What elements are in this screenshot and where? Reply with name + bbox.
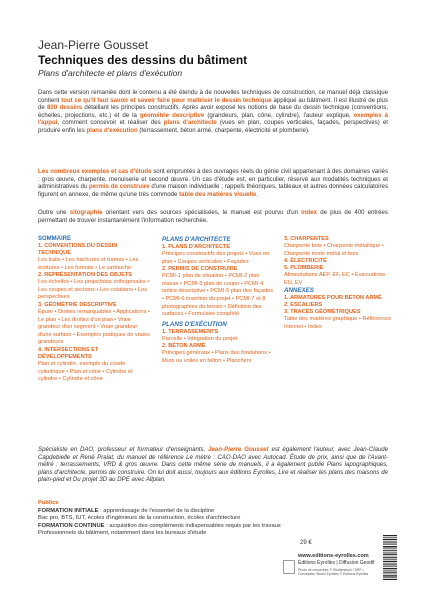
intro-paragraph-2: Les nombreux exemples et cas d'étude sont empruntés à des ouvrages réels du génie civil appartenant à des domaines variés : gros œuvre, charpente, menuiserie et second œuvre. Un cas d'étude est, en particulier, réservé aux modalités techniques et administratives du permis de construire d'une maison individuelle ; rappels théoriques, tableaux et autres données calculatoires figurent en annexe, de même qu'une très commode table des matières visuelle. xyxy=(38,168,388,198)
intro-paragraph-1: Dans cette version remaniée dont le contenu a été étendu à de nouvelles techniques de construction, ce manuel déjà classique contient tout ce qu'il faut savoir et savoir faire pour maîtriser le dessin technique appliqué au bâtiment. Il est illustré de plus de 800 dessins détaillant les principes constructifs. Après avoir exposé les notions de base du dessin technique (conventions, échelles, projections, etc.) et de la géométrie descriptive (grandeurs, plan, cône, cylindre), l'auteur explique, exemples à l'appui, comment concevoir et réaliser des plans d'architecte (vues en plan, coupes verticales, façades, perspectives) et produire enfin les plans d'exécution (terrassement, béton armé, charpente, électricité et plomberie). xyxy=(38,89,389,134)
toc-section-items: Principes généraux • Plans des fondations • Murs ou voiles en béton • Planchers xyxy=(162,350,271,364)
toc-section-items: Les traits • Les hachures et trames • Les écritures • Les formats • Le cartouche xyxy=(38,257,139,271)
toc-section-heading: 1. PLANS D'ARCHITECTE xyxy=(162,244,231,250)
price: 29 € xyxy=(300,540,312,546)
toc-section-heading: 3. TRACÉS GÉOMÉTRIQUES xyxy=(284,309,361,316)
audience-label: Publics xyxy=(38,500,59,506)
toc-part-title: PLANS D'ARCHITECTE xyxy=(162,236,231,243)
audience-line: Professionnels du bâtiment, notamment dans les bureaux d'étude xyxy=(38,530,207,537)
author-name: Jean-Pierre Gousset xyxy=(38,38,149,52)
toc-section-heading: 1. CONVENTIONS DU DESSIN TECHNIQUE xyxy=(38,243,118,256)
toc-section-heading: 3. CHARPENTES xyxy=(284,236,329,242)
toc-section-heading: 2. REPRÉSENTATION DES OBJETS xyxy=(38,272,132,279)
barcode-icon xyxy=(383,535,397,580)
toc-section-heading: 2. PERMIS DE CONSTRUIRE xyxy=(162,266,238,273)
audience-line: FORMATION INITIALE : apprentissage de l'essentiel de la discipline xyxy=(38,507,215,514)
toc-part-title: ANNEXES xyxy=(284,287,314,295)
toc-section-items: Principes constructifs des projets • Vues en plan • Coupes verticales • Façades xyxy=(162,251,270,265)
toc-section-items: PCMI-1 plan de situation • PCMI-2 plan masse • PCMI-3 plan de coupe • PCMI-4 notice descriptive • PCMI-5 plan des façades • PCMI-6 insertion du projet • PCMI-7 et 8 photographies du terrain • Définition des surfaces • Formulaire complété xyxy=(162,273,274,318)
publisher-name: Éditions Eyrolles | Diffusion Geodif xyxy=(298,560,375,566)
audience-block xyxy=(38,500,388,538)
toc-section-items: Charpente bois • Charpente métallique • Charpente mixte métal et bois xyxy=(284,243,384,257)
toc-title: SOMMAIRE xyxy=(38,236,71,242)
toc-section-items: Parcelle • Intégration du projet xyxy=(162,335,238,342)
toc-section-heading: 1. ARMATURES POUR BÉTON ARMÉ xyxy=(284,295,382,302)
publisher-website: www.editions-eyrolles.com xyxy=(298,553,369,559)
toc-section-heading: 2. ESCALIERS xyxy=(284,302,323,309)
book-subtitle: Plans d'architecte et plans d'exécution xyxy=(38,68,183,78)
intro-paragraph-3: Outre une sitographie orientant vers des sources spécialisées, le manuel est pourvu d'un index de plus de 400 entrées permettant de trouver instantanément l'information recherchée. xyxy=(38,209,388,224)
toc-section-heading: 1. TERRASSEMENTS xyxy=(162,328,219,335)
toc-section-heading: 5. PLOMBERIE xyxy=(284,265,324,272)
toc-section-items: Épure • Droites remarquables • Applications • Le plan • Les droites d'un plan • Vraie grandeur d'un segment • Vraie grandeur d'une surface • Exemples pratiques de vraies grandeurs xyxy=(38,308,150,346)
publisher-logo-icon xyxy=(283,560,295,574)
toc-part-title: PLANS D'EXÉCUTION xyxy=(162,320,227,328)
toc-section-heading: 4. ÉLECTRICITÉ xyxy=(284,258,327,265)
legal-notice: Photo de couverture © Shutterstock / DRF • Conception Studio Eyrolles © Éditions Eyrolles xyxy=(298,568,369,576)
author-bio: Spécialiste en DAO, professeur et formateur d'enseignants, Jean-Pierre Gousset est également l'auteur, avec Jean-Claude Capdebielle et René Pralat, du manuel de référence Le mètre : CAO-DAO avec Autocad. Étude de prix, ainsi que de l'Avant-mètré : terrassements, VRD & gros œuvre. Dans cette même série de manuels, il a également publié Plans lapographiques, plans d'architecte, permis de construire. On lui doit aussi, toujours aux éditions Eyrolles, Lire et réaliser les plans des maisons de plain-pied et Du projet 3D au DPE avec Allplan. xyxy=(38,446,388,484)
toc-section-items: Alimentations AEP, EF, EC • Évacuations EU, EV xyxy=(284,272,386,286)
toc-section-items: Table des matières graphique • Références Internet • Index xyxy=(284,316,392,330)
toc-section-heading: 4. INTERSECTIONS ET DÉVELOPPEMENTS xyxy=(38,346,99,360)
toc-section-heading: 3. GÉOMÉTRIE DESCRIPTIVE xyxy=(38,301,117,308)
toc-section-items: Les échelles • Les projections orthogonales • Les coupes et sections • Les cotations • Les perspectives xyxy=(38,279,150,301)
toc-section-items: Plan et cylindre, exemple du coude cylindrique • Plan et cône • Cylindre et cylindre • Cylindre et cône xyxy=(38,360,133,383)
toc-column-2 xyxy=(162,236,274,366)
table-of-contents xyxy=(38,236,393,383)
audience-line: Bac pro, BTS, IUT, écoles d'ingénieurs de la construction, écoles d'architecture xyxy=(38,515,241,522)
book-title: Techniques des dessins du bâtiment xyxy=(38,53,248,67)
toc-column-1 xyxy=(38,236,150,384)
toc-section-heading: 2. BÉTON ARMÉ xyxy=(162,343,206,350)
toc-column-3 xyxy=(284,236,396,332)
audience-line: FORMATION CONTINUE : acquisition des compléments indispensables requis par les travaux xyxy=(38,522,281,529)
